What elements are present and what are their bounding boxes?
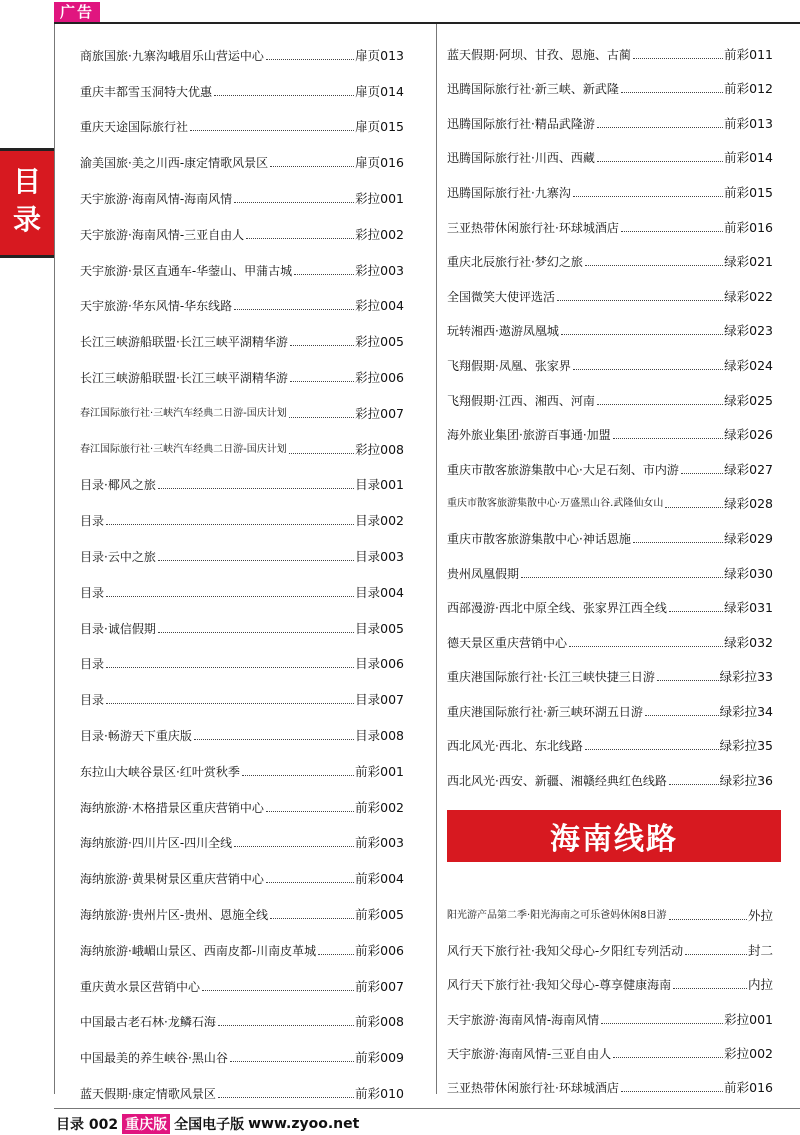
dot-leader bbox=[561, 334, 723, 335]
dot-leader bbox=[657, 680, 719, 681]
toc-entry[interactable] bbox=[80, 1036, 404, 1072]
toc-entry[interactable] bbox=[447, 34, 773, 69]
toc-entry[interactable] bbox=[80, 499, 404, 535]
toc-entry-title: 重庆黄水景区营销中心 bbox=[80, 979, 201, 994]
dot-leader bbox=[202, 990, 354, 991]
toc-entry[interactable] bbox=[447, 691, 773, 726]
toc-entry-page: 绿彩拉34 bbox=[719, 703, 773, 719]
toc-entry[interactable] bbox=[80, 893, 404, 929]
toc-entry-page: 绿彩024 bbox=[724, 357, 773, 373]
dot-leader bbox=[681, 473, 723, 474]
toc-entry-page: 前彩008 bbox=[355, 1014, 404, 1030]
toc-entry-title: 重庆丰都雪玉洞特大优惠 bbox=[80, 84, 213, 99]
toc-entry[interactable] bbox=[447, 657, 773, 692]
dot-leader bbox=[633, 58, 723, 59]
toc-entry-page: 绿彩027 bbox=[724, 461, 773, 477]
toc-entry-page: 目录006 bbox=[355, 656, 404, 672]
toc-entry-page: 彩拉006 bbox=[355, 369, 404, 385]
toc-entry-title: 西北风光·西北、东北线路 bbox=[447, 739, 583, 754]
dot-leader bbox=[597, 404, 723, 405]
toc-entry[interactable] bbox=[447, 518, 773, 553]
ad-label: 广告 bbox=[54, 2, 100, 22]
toc-entry-page: 绿彩拉35 bbox=[719, 738, 773, 754]
dot-leader bbox=[521, 577, 723, 578]
toc-entry-title: 阳光游产品第二季·阳光海南之可乐爸妈休闲8日游 bbox=[447, 910, 667, 922]
dot-leader bbox=[669, 611, 723, 612]
toc-entry[interactable] bbox=[447, 345, 773, 380]
page-footer bbox=[56, 1114, 359, 1134]
toc-entry-page: 前彩003 bbox=[355, 835, 404, 851]
toc-entry-title: 天宇旅游·华东风情-华东线路 bbox=[80, 299, 233, 314]
toc-entry[interactable] bbox=[447, 276, 773, 311]
toc-entry-page: 彩拉001 bbox=[724, 1011, 773, 1027]
toc-entry[interactable] bbox=[447, 172, 773, 207]
footer-page-label: 目录 002 bbox=[56, 1117, 119, 1133]
toc-entry-title: 目录 bbox=[80, 657, 105, 672]
toc-entry-title: 目录·畅游天下重庆版 bbox=[80, 728, 192, 743]
toc-entry-page: 扉页014 bbox=[355, 83, 404, 99]
toc-entry[interactable] bbox=[80, 285, 404, 321]
toc-entry-page: 绿彩032 bbox=[724, 634, 773, 650]
toc-entry-title: 蓝天假期·阿坝、甘孜、恩施、古蔺 bbox=[447, 47, 631, 62]
footer-edition-badge: 重庆版 bbox=[122, 1114, 170, 1134]
toc-entry-title: 海纳旅游·峨嵋山景区、西南皮都-川南皮革城 bbox=[80, 943, 317, 958]
dot-leader bbox=[633, 542, 723, 543]
toc-entry[interactable] bbox=[80, 1072, 404, 1108]
toc-entry-page: 彩拉007 bbox=[355, 405, 404, 421]
toc-entry[interactable] bbox=[80, 714, 404, 750]
toc-entry-page: 目录008 bbox=[355, 727, 404, 743]
dot-leader bbox=[242, 775, 354, 776]
hainan-toc-list bbox=[447, 896, 773, 1102]
dot-leader bbox=[234, 202, 354, 203]
toc-entry-title: 目录 bbox=[80, 514, 105, 529]
toc-entry-title: 天宇旅游·海南风情-海南风情 bbox=[80, 191, 233, 206]
toc-entry-page: 目录005 bbox=[355, 620, 404, 636]
dot-leader bbox=[294, 274, 354, 275]
toc-entry-page: 彩拉001 bbox=[355, 190, 404, 206]
toc-entry-page: 前彩006 bbox=[355, 942, 404, 958]
toc-entry-title: 重庆北辰旅行社·梦幻之旅 bbox=[447, 255, 583, 270]
toc-entry[interactable] bbox=[447, 1034, 773, 1068]
toc-entry-title: 重庆市散客旅游集散中心·神话恩施 bbox=[447, 531, 631, 546]
dot-leader bbox=[230, 1061, 354, 1062]
toc-entry[interactable] bbox=[80, 392, 404, 428]
toc-entry-page: 内拉 bbox=[747, 977, 773, 993]
toc-entry-page: 前彩016 bbox=[724, 1080, 773, 1096]
toc-entry-title: 重庆市散客旅游集散中心·大足石刻、市内游 bbox=[447, 462, 679, 477]
toc-entry-title: 重庆港国际旅行社·长江三峡快捷三日游 bbox=[447, 670, 655, 685]
toc-entry-page: 前彩015 bbox=[724, 184, 773, 200]
toc-entry[interactable] bbox=[447, 103, 773, 138]
catalog-side-tab bbox=[0, 148, 54, 258]
toc-entry-title: 海外旅业集团·旅游百事通·加盟 bbox=[447, 428, 611, 443]
toc-entry[interactable] bbox=[447, 380, 773, 415]
toc-entry-title: 天宇旅游·景区直通车-华蓥山、甲蒲古城 bbox=[80, 263, 293, 278]
toc-entry-title: 三亚热带休闲旅行社·环球城酒店 bbox=[447, 1081, 619, 1096]
toc-entry-title: 风行天下旅行社·我知父母心-夕阳红专列活动 bbox=[447, 943, 684, 958]
toc-entry[interactable] bbox=[447, 484, 773, 519]
toc-entry-title: 商旅国旅·九寨沟峨眉乐山营运中心 bbox=[80, 48, 264, 63]
toc-entry-page: 扉页015 bbox=[355, 119, 404, 135]
dot-leader bbox=[318, 954, 354, 955]
toc-entry[interactable] bbox=[447, 553, 773, 588]
toc-entry-page: 前彩001 bbox=[355, 763, 404, 779]
toc-entry[interactable] bbox=[80, 320, 404, 356]
toc-entry-page: 扉页013 bbox=[355, 47, 404, 63]
toc-entry[interactable] bbox=[80, 34, 404, 70]
toc-entry-page: 彩拉002 bbox=[355, 226, 404, 242]
dot-leader bbox=[106, 524, 354, 525]
dot-leader bbox=[218, 1025, 354, 1026]
dot-leader bbox=[106, 703, 354, 704]
dot-leader bbox=[597, 161, 723, 162]
toc-entry-title: 春江国际旅行社·三峡汽车经典二日游-国庆计划 bbox=[80, 407, 287, 419]
dot-leader bbox=[557, 300, 723, 301]
toc-entry[interactable] bbox=[447, 896, 773, 930]
dot-leader bbox=[669, 784, 719, 785]
toc-left-column bbox=[80, 34, 404, 1108]
toc-entry[interactable] bbox=[447, 415, 773, 450]
dot-leader bbox=[685, 954, 747, 955]
toc-entry-page: 前彩012 bbox=[724, 81, 773, 97]
toc-entry[interactable] bbox=[80, 213, 404, 249]
toc-entry-page: 绿彩029 bbox=[724, 530, 773, 546]
toc-entry-title: 目录 bbox=[80, 693, 105, 708]
toc-entry-page: 前彩007 bbox=[355, 978, 404, 994]
dot-leader bbox=[106, 596, 354, 597]
toc-entry-title: 东拉山大峡谷景区·红叶赏秋季 bbox=[80, 764, 240, 779]
toc-entry-title: 海纳旅游·贵州片区-贵州、恩施全线 bbox=[80, 907, 269, 922]
toc-entry-title: 飞翔假期·江西、湘西、河南 bbox=[447, 393, 595, 408]
toc-entry[interactable] bbox=[447, 207, 773, 242]
footer-url[interactable]: www.zyoo.net bbox=[248, 1116, 360, 1132]
toc-entry-title: 海纳旅游·四川片区-四川全线 bbox=[80, 836, 233, 851]
toc-entry[interactable] bbox=[447, 69, 773, 104]
toc-entry-title: 西部漫游·西北中原全线、张家界江西全线 bbox=[447, 601, 667, 616]
dot-leader bbox=[669, 919, 747, 920]
toc-entry-title: 海纳旅游·木格措景区重庆营销中心 bbox=[80, 800, 264, 815]
dot-leader bbox=[158, 560, 354, 561]
dot-leader bbox=[665, 507, 723, 508]
toc-entry-title: 全国微笑大使评选活 bbox=[447, 289, 556, 304]
toc-entry[interactable] bbox=[80, 428, 404, 464]
toc-entry-title: 长江三峡游船联盟·长江三峡平湖精华游 bbox=[80, 335, 288, 350]
toc-entry-title: 中国最美的养生峡谷·黑山谷 bbox=[80, 1051, 228, 1066]
dot-leader bbox=[585, 749, 719, 750]
toc-entry-title: 天宇旅游·海南风情-三亚自由人 bbox=[447, 1046, 612, 1061]
toc-entry-page: 绿彩028 bbox=[724, 496, 773, 512]
toc-entry[interactable] bbox=[80, 965, 404, 1001]
dot-leader bbox=[266, 811, 354, 812]
toc-entry[interactable] bbox=[80, 786, 404, 822]
dot-leader bbox=[673, 988, 747, 989]
toc-entry-title: 迅腾国际旅行社·精品武隆游 bbox=[447, 116, 595, 131]
toc-entry-title: 长江三峡游船联盟·长江三峡平湖精华游 bbox=[80, 370, 288, 385]
toc-entry-page: 前彩002 bbox=[355, 799, 404, 815]
toc-entry[interactable] bbox=[80, 1001, 404, 1037]
toc-entry[interactable] bbox=[447, 449, 773, 484]
toc-entry-page: 绿彩031 bbox=[724, 600, 773, 616]
toc-entry-page: 前彩010 bbox=[355, 1085, 404, 1101]
dot-leader bbox=[106, 667, 354, 668]
toc-entry-page: 彩拉005 bbox=[355, 334, 404, 350]
toc-entry-title: 海纳旅游·黄果树景区重庆营销中心 bbox=[80, 872, 264, 887]
dot-leader bbox=[569, 646, 723, 647]
toc-entry-title: 德天景区重庆营销中心 bbox=[447, 635, 568, 650]
top-divider bbox=[54, 22, 800, 24]
toc-entry-page: 前彩013 bbox=[724, 115, 773, 131]
dot-leader bbox=[158, 488, 354, 489]
catalog-tab-char-2: 录 bbox=[12, 203, 41, 236]
toc-entry-title: 重庆天途国际旅行社 bbox=[80, 120, 189, 135]
dot-leader bbox=[289, 453, 354, 454]
toc-entry[interactable] bbox=[447, 760, 773, 795]
toc-entry-page: 外拉 bbox=[747, 908, 773, 924]
toc-entry[interactable] bbox=[80, 678, 404, 714]
toc-entry[interactable] bbox=[447, 965, 773, 999]
toc-entry-page: 前彩004 bbox=[355, 871, 404, 887]
toc-entry[interactable] bbox=[80, 177, 404, 213]
toc-entry-page: 绿彩025 bbox=[724, 392, 773, 408]
dot-leader bbox=[214, 95, 354, 96]
toc-entry[interactable] bbox=[80, 535, 404, 571]
toc-entry[interactable] bbox=[447, 930, 773, 964]
toc-entry-title: 风行天下旅行社·我知父母心-尊享健康海南 bbox=[447, 978, 672, 993]
toc-entry[interactable] bbox=[447, 1068, 773, 1102]
toc-entry-title: 目录·云中之旅 bbox=[80, 549, 156, 564]
toc-entry[interactable] bbox=[447, 999, 773, 1033]
toc-entry-title: 迅腾国际旅行社·新三峡、新武隆 bbox=[447, 82, 619, 97]
dot-leader bbox=[290, 381, 354, 382]
toc-entry-title: 重庆港国际旅行社·新三峡环湖五日游 bbox=[447, 704, 643, 719]
toc-entry[interactable] bbox=[447, 138, 773, 173]
dot-leader bbox=[218, 1097, 354, 1098]
toc-entry-page: 彩拉002 bbox=[724, 1045, 773, 1061]
toc-entry-page: 前彩014 bbox=[724, 150, 773, 166]
toc-entry-title: 春江国际旅行社·三峡汽车经典二日游-国庆计划 bbox=[80, 443, 287, 455]
toc-entry-page: 绿彩023 bbox=[724, 323, 773, 339]
toc-entry-title: 西北风光·西安、新疆、湘赣经典红色线路 bbox=[447, 774, 667, 789]
toc-entry-page: 目录003 bbox=[355, 548, 404, 564]
toc-entry-title: 目录·椰风之旅 bbox=[80, 478, 156, 493]
dot-leader bbox=[190, 130, 354, 131]
dot-leader bbox=[234, 846, 354, 847]
toc-entry-page: 绿彩030 bbox=[724, 565, 773, 581]
dot-leader bbox=[613, 1057, 723, 1058]
toc-entry[interactable] bbox=[80, 464, 404, 500]
toc-entry[interactable] bbox=[80, 607, 404, 643]
column-divider bbox=[436, 24, 437, 1094]
toc-entry[interactable] bbox=[80, 857, 404, 893]
dot-leader bbox=[645, 715, 719, 716]
toc-entry-page: 绿彩拉33 bbox=[719, 669, 773, 685]
toc-entry[interactable] bbox=[80, 249, 404, 285]
dot-leader bbox=[266, 882, 354, 883]
toc-entry[interactable] bbox=[80, 356, 404, 392]
toc-entry[interactable] bbox=[447, 242, 773, 277]
toc-entry-page: 目录007 bbox=[355, 692, 404, 708]
dot-leader bbox=[621, 231, 723, 232]
dot-leader bbox=[246, 238, 354, 239]
dot-leader bbox=[597, 127, 723, 128]
toc-entry-page: 彩拉008 bbox=[355, 441, 404, 457]
dot-leader bbox=[234, 309, 354, 310]
toc-entry-title: 三亚热带休闲旅行社·环球城酒店 bbox=[447, 220, 619, 235]
toc-right-column bbox=[447, 34, 773, 795]
toc-entry[interactable] bbox=[80, 822, 404, 858]
toc-entry-title: 目录 bbox=[80, 585, 105, 600]
toc-entry-page: 彩拉003 bbox=[355, 262, 404, 278]
dot-leader bbox=[585, 265, 723, 266]
toc-entry-page: 彩拉004 bbox=[355, 298, 404, 314]
toc-entry[interactable] bbox=[447, 311, 773, 346]
toc-entry[interactable] bbox=[447, 726, 773, 761]
dot-leader bbox=[573, 196, 723, 197]
dot-leader bbox=[158, 632, 354, 633]
toc-entry-title: 玩转湘西·遨游凤凰城 bbox=[447, 324, 559, 339]
toc-entry[interactable] bbox=[447, 622, 773, 657]
toc-entry[interactable] bbox=[80, 70, 404, 106]
toc-entry[interactable] bbox=[447, 588, 773, 623]
toc-entry[interactable] bbox=[80, 643, 404, 679]
toc-entry-title: 目录·诚信假期 bbox=[80, 621, 156, 636]
toc-entry-title: 天宇旅游·海南风情-海南风情 bbox=[447, 1012, 600, 1027]
toc-entry-page: 前彩011 bbox=[724, 46, 773, 62]
toc-entry-title: 迅腾国际旅行社·川西、西藏 bbox=[447, 151, 595, 166]
footer-national-label: 全国电子版 bbox=[174, 1117, 245, 1133]
dot-leader bbox=[621, 1091, 723, 1092]
dot-leader bbox=[289, 417, 354, 418]
dot-leader bbox=[290, 345, 354, 346]
dot-leader bbox=[270, 918, 354, 919]
catalog-tab-char-1: 目 bbox=[12, 165, 41, 198]
toc-entry-title: 中国最古老石林·龙鳞石海 bbox=[80, 1015, 216, 1030]
toc-entry-title: 蓝天假期·康定情歌风景区 bbox=[80, 1086, 216, 1101]
toc-entry-title: 贵州凤凰假期 bbox=[447, 566, 520, 581]
toc-entry-page: 封二 bbox=[747, 942, 773, 958]
toc-entry-title: 渝美国旅·美之川西-康定情歌风景区 bbox=[80, 156, 269, 171]
toc-entry-page: 目录004 bbox=[355, 584, 404, 600]
toc-entry-page: 目录001 bbox=[355, 477, 404, 493]
dot-leader bbox=[266, 59, 354, 60]
dot-leader bbox=[270, 166, 354, 167]
dot-leader bbox=[601, 1023, 723, 1024]
toc-entry[interactable] bbox=[80, 141, 404, 177]
toc-entry-page: 绿彩021 bbox=[724, 254, 773, 270]
toc-entry-page: 目录002 bbox=[355, 513, 404, 529]
toc-entry-page: 绿彩026 bbox=[724, 427, 773, 443]
toc-entry-title: 飞翔假期·凤凰、张家界 bbox=[447, 358, 571, 373]
left-border-line bbox=[54, 24, 55, 1094]
toc-entry-page: 绿彩拉36 bbox=[719, 773, 773, 789]
toc-entry-title: 迅腾国际旅行社·九寨沟 bbox=[447, 185, 571, 200]
dot-leader bbox=[621, 92, 723, 93]
toc-entry-page: 前彩016 bbox=[724, 219, 773, 235]
footer-divider bbox=[54, 1108, 800, 1109]
toc-entry-page: 前彩009 bbox=[355, 1050, 404, 1066]
hainan-section-banner: 海南线路 bbox=[447, 810, 781, 862]
toc-entry[interactable] bbox=[80, 571, 404, 607]
toc-entry-page: 前彩005 bbox=[355, 906, 404, 922]
dot-leader bbox=[194, 739, 354, 740]
toc-entry[interactable] bbox=[80, 929, 404, 965]
dot-leader bbox=[613, 438, 724, 439]
toc-entry[interactable] bbox=[80, 750, 404, 786]
toc-entry-title: 天宇旅游·海南风情-三亚自由人 bbox=[80, 227, 245, 242]
toc-entry-page: 绿彩022 bbox=[724, 288, 773, 304]
toc-entry-page: 扉页016 bbox=[355, 155, 404, 171]
toc-entry[interactable] bbox=[80, 106, 404, 142]
dot-leader bbox=[573, 369, 723, 370]
toc-entry-title: 重庆市散客旅游集散中心·万盛黑山谷.武隆仙女山 bbox=[447, 498, 664, 510]
